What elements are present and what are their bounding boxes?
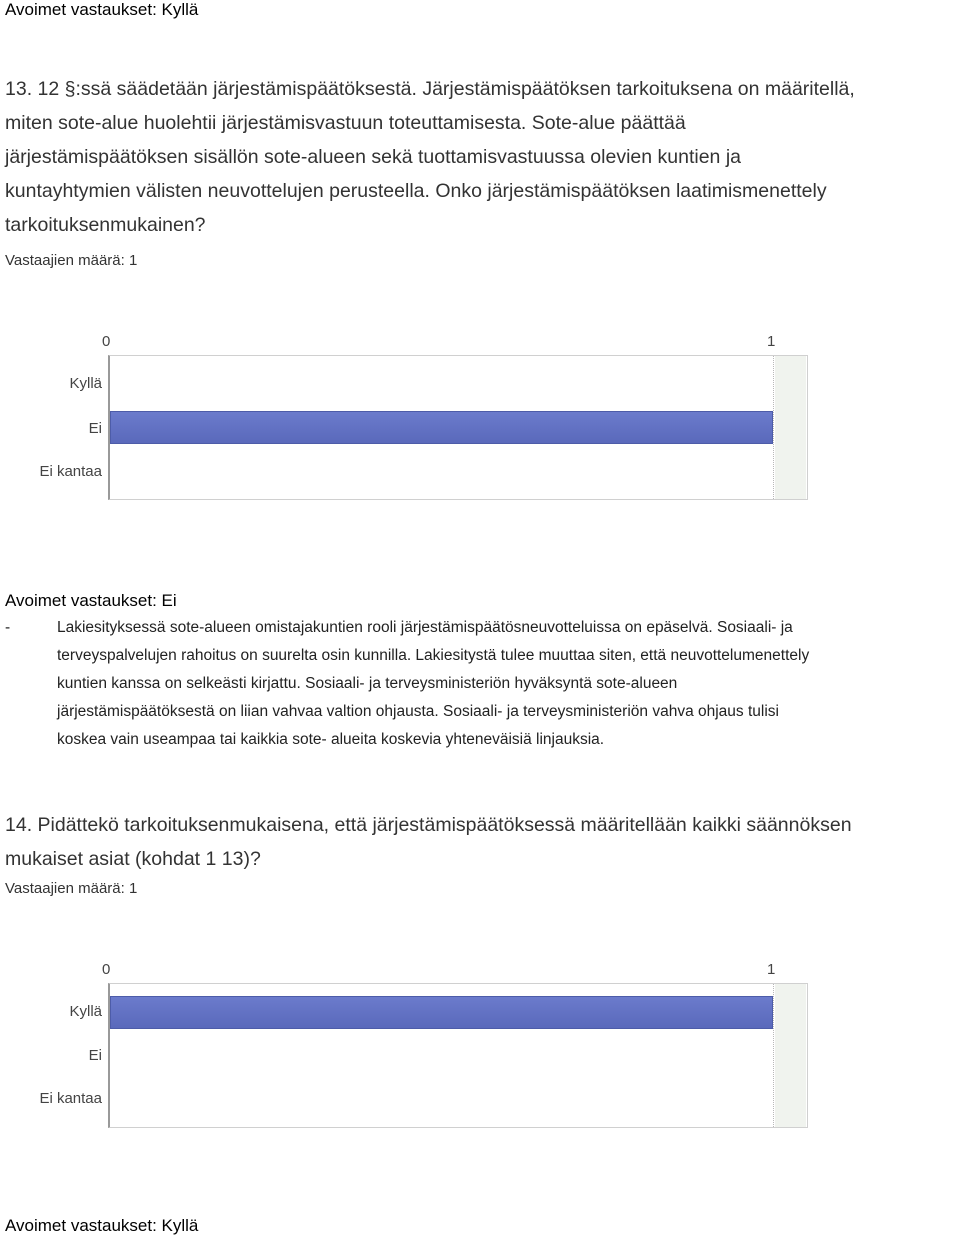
chart-13-gridline-1 — [773, 356, 774, 499]
chart-14-right-strip — [775, 984, 806, 1127]
answer-line-4: järjestämispäätöksestä on liian vahvaa valtion ohjausta. Sosiaali- ja terveysministeriön vahva ohjaus tulisi — [57, 703, 779, 720]
question-14-title — [5, 808, 957, 876]
question-13-answer-text — [57, 614, 952, 754]
question-13-line-1: 13. 12 §:ssä säädetään järjestämispäätöksestä. Järjestämispäätöksen tarkoituksena on määritellä, — [5, 78, 855, 100]
chart-13-right-strip — [775, 356, 806, 499]
chart-13-tick-0: 0 — [102, 333, 111, 350]
chart-13-category-ei-kantaa: Ei kantaa — [39, 463, 102, 480]
answer-line-3: kuntien kanssa on selkeästi kirjattu. Sosiaali- ja terveysministeriön hyväksyntä sote-alueen — [57, 675, 678, 692]
question-13-line-3: järjestämispäätöksen sisällön sote-alueen sekä tuottamisvastuussa olevien kuntien ja — [5, 146, 741, 168]
question-13-title — [5, 72, 957, 242]
chart-14-category-ei: Ei — [88, 1047, 102, 1064]
question-13-line-5: tarkoituksenmukainen? — [5, 214, 206, 236]
question-14-respondents: Vastaajien määrä: 1 — [5, 880, 138, 897]
chart-13-category-kylla: Kyllä — [69, 375, 102, 392]
top-answers-heading: Avoimet vastaukset: Kyllä — [5, 0, 199, 19]
chart-13-tick-1: 1 — [767, 333, 776, 350]
question-14-line-1: 14. Pidättekö tarkoituksenmukaisena, että järjestämispäätöksessä määritellään kaikki säännöksen — [5, 814, 852, 836]
chart-14-tick-0: 0 — [102, 961, 111, 978]
chart-14-category-kylla: Kyllä — [69, 1003, 102, 1020]
question-14-answers-heading: Avoimet vastaukset: Kyllä — [5, 1216, 199, 1235]
chart-13-bar-ei — [110, 411, 773, 444]
answer-line-5: koskea vain useampaa tai kaikkia sote- alueita koskevia yhteneväisiä linjauksia. — [57, 731, 605, 748]
chart-question-14 — [0, 958, 960, 1128]
question-13-line-4: kuntayhtymien välisten neuvottelujen perusteella. Onko järjestämispäätöksen laatimismenettely — [5, 180, 827, 202]
question-13-answers-heading: Avoimet vastaukset: Ei — [5, 591, 177, 610]
chart-question-13 — [0, 330, 960, 500]
chart-14-bar-kylla — [110, 996, 773, 1029]
question-13-respondents: Vastaajien määrä: 1 — [5, 252, 138, 269]
chart-14-category-ei-kantaa: Ei kantaa — [39, 1090, 102, 1107]
chart-13-category-ei: Ei — [88, 420, 102, 437]
chart-14-gridline-1 — [773, 984, 774, 1127]
answer-line-2: terveyspalvelujen rahoitus on suurelta osin kunnilla. Lakiesitystä tulee muuttaa siten, että neuvottelumenettely — [57, 647, 810, 664]
answer-line-1: Lakiesityksessä sote-alueen omistajakuntien rooli järjestämispäätösneuvotteluissa on epäselvä. Sosiaali- ja — [57, 619, 793, 636]
answer-bullet-dash: - — [5, 619, 11, 636]
question-13-line-2: miten sote-alue huolehtii järjestämisvastuun toteuttamisesta. Sote-alue päättää — [5, 112, 686, 134]
question-14-line-2: mukaiset asiat (kohdat 1 13)? — [5, 848, 261, 870]
chart-14-tick-1: 1 — [767, 961, 776, 978]
